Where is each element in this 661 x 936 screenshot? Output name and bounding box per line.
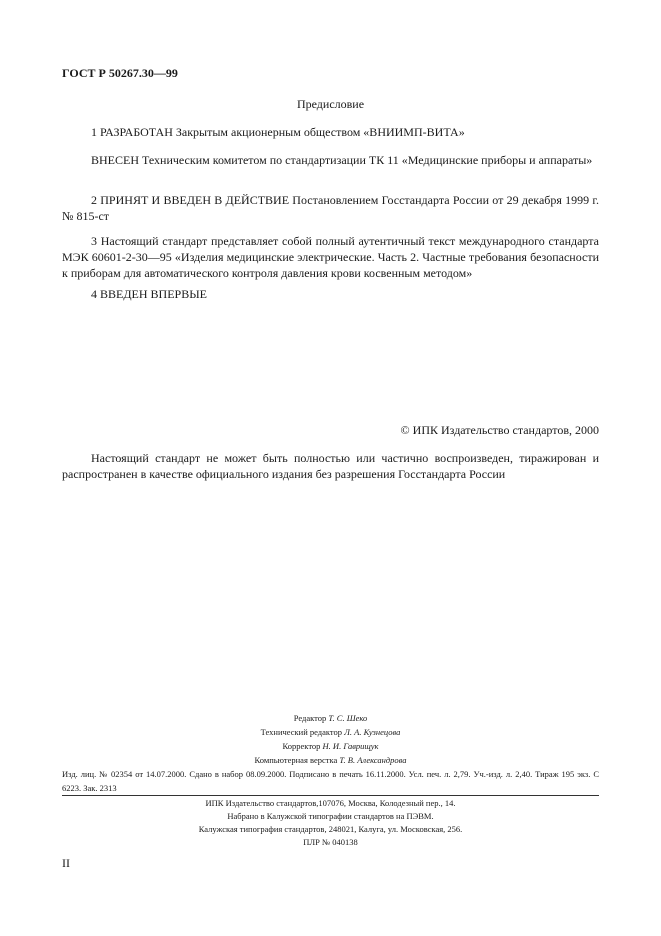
foreword-item-1: 1 РАЗРАБОТАН Закрытым акционерным обществом «ВНИИМП-ВИТА» (91, 125, 465, 139)
credit-role: Технический редактор (260, 727, 343, 737)
foreword-item-1-submitted: ВНЕСЕН Техническим комитетом по стандартизации ТК 11 «Медицинские приборы и аппараты» (91, 153, 593, 167)
divider (62, 795, 599, 796)
publication-info: Изд. лиц. № 02354 от 14.07.2000. Сдано в набор 08.09.2000. Подписано в печать 16.11.2000. Усл. печ. л. 2,79. Уч.-изд. л. 2,40. Тираж 195 экз. С 6223. Зак. 2313 (62, 769, 599, 793)
foreword-item-3: 3 Настоящий стандарт представляет собой полный аутентичный текст международного стандарта МЭК 60601-2-30—95 «Изделия медицинские электрические. Часть 2. Частные требования безопасности к приборам для автоматического контроля давления крови косвенным методом» (62, 234, 599, 280)
credit-technical-editor (0, 725, 661, 739)
editorial-credits (0, 711, 661, 767)
print-info-line: ПЛР № 040138 (303, 837, 358, 847)
credit-proofreader (0, 739, 661, 753)
credit-name: Н. И. Гаврищук (322, 741, 379, 751)
credit-layout (0, 753, 661, 767)
credit-name: Л. А. Кузнецова (344, 727, 401, 737)
credit-role: Редактор (293, 713, 327, 723)
credit-name: Т. С. Шеко (328, 713, 368, 723)
foreword-title: Предисловие (296, 97, 365, 111)
credit-role: Компьютерная верстка (254, 755, 338, 765)
copyright-line: © ИПК Издательство стандартов, 2000 (400, 423, 599, 437)
print-info-line: Калужская типография стандартов, 248021, Калуга, ул. Московская, 256. (198, 824, 463, 834)
foreword-item-2: 2 ПРИНЯТ И ВВЕДЕН В ДЕЙСТВИЕ Постановлением Госстандарта России от 29 декабря 1999 г. № 815-ст (62, 193, 599, 223)
credit-role: Корректор (282, 741, 321, 751)
print-info-line: ИПК Издательство стандартов,107076, Москва, Колодезный пер., 14. (205, 798, 456, 808)
print-info-line: Набрано в Калужской типографии стандартов на ПЭВМ. (227, 811, 434, 821)
credit-editor (0, 711, 661, 725)
print-info (0, 797, 661, 849)
reproduction-notice: Настоящий стандарт не может быть полностью или частично воспроизведен, тиражирован и распространен в качестве официального издания без разрешения Госстандарта России (62, 451, 599, 481)
page-number: II (62, 856, 70, 870)
foreword-item-4: 4 ВВЕДЕН ВПЕРВЫЕ (91, 287, 207, 301)
standard-code: ГОСТ Р 50267.30—99 (62, 66, 178, 80)
credit-name: Т. В. Александрова (339, 755, 407, 765)
